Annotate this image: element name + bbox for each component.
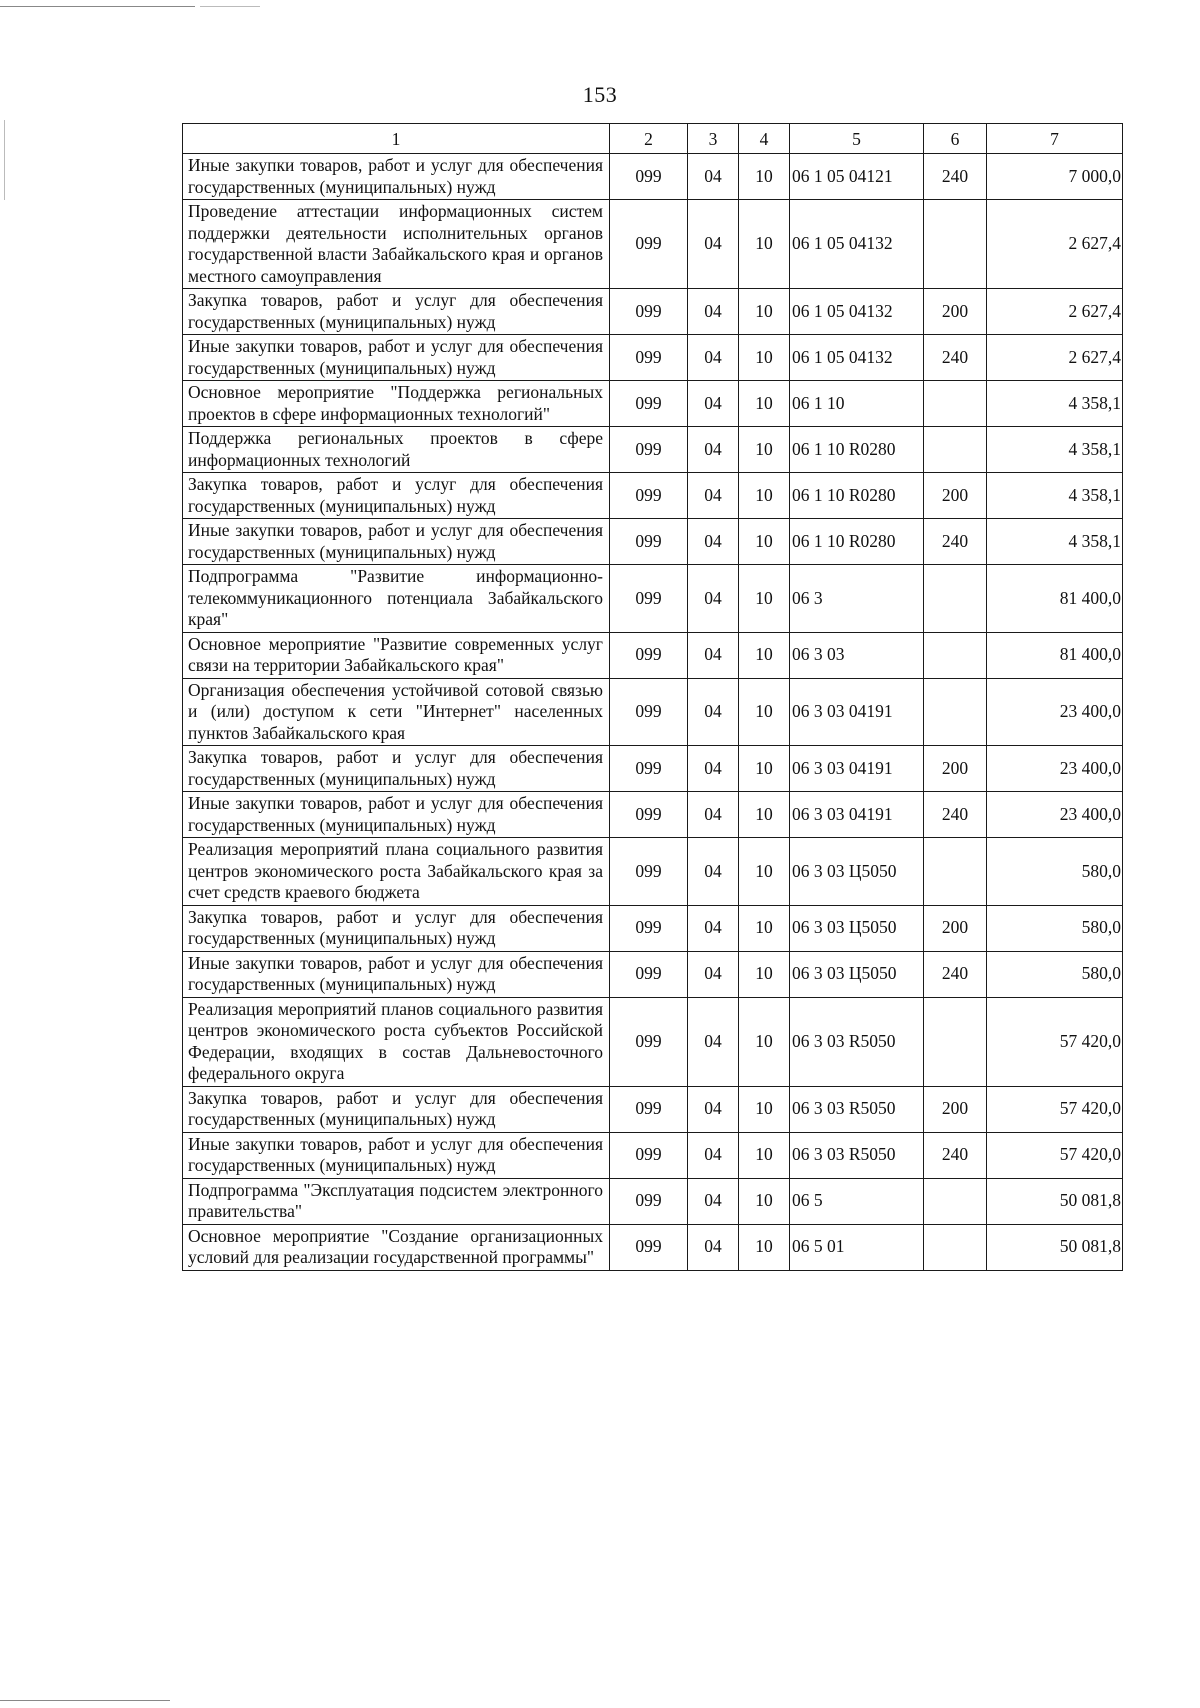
section-cell: 04 [688,905,739,951]
expense-type-cell: 200 [924,289,987,335]
amount-cell: 4 358,1 [987,473,1123,519]
table-row [183,427,1123,473]
admin-code-cell: 099 [610,1086,688,1132]
item-name-cell: Закупка товаров, работ и услуг для обеспечения государственных (муниципальных) нужд [183,289,610,335]
section-cell: 04 [688,632,739,678]
table-row [183,519,1123,565]
admin-code-cell: 099 [610,289,688,335]
subsection-cell: 10 [739,632,790,678]
target-article-cell: 06 3 03 R5050 [790,1086,924,1132]
section-cell: 04 [688,678,739,746]
column-header: 6 [924,124,987,154]
budget-table [182,123,1123,1271]
section-cell: 04 [688,1086,739,1132]
table-row [183,335,1123,381]
subsection-cell: 10 [739,746,790,792]
expense-type-cell [924,565,987,633]
expense-type-cell: 240 [924,1132,987,1178]
target-article-cell: 06 3 03 Ц5050 [790,838,924,906]
table-row [183,905,1123,951]
section-cell: 04 [688,838,739,906]
admin-code-cell: 099 [610,473,688,519]
table-row [183,1086,1123,1132]
subsection-cell: 10 [739,381,790,427]
amount-cell: 23 400,0 [987,678,1123,746]
subsection-cell: 10 [739,1178,790,1224]
column-header: 3 [688,124,739,154]
item-name-cell: Иные закупки товаров, работ и услуг для обеспечения государственных (муниципальных) нужд [183,951,610,997]
item-name-cell: Иные закупки товаров, работ и услуг для обеспечения государственных (муниципальных) нужд [183,792,610,838]
section-cell: 04 [688,1132,739,1178]
expense-type-cell: 240 [924,154,987,200]
amount-cell: 4 358,1 [987,381,1123,427]
target-article-cell: 06 3 03 R5050 [790,1132,924,1178]
subsection-cell: 10 [739,519,790,565]
target-article-cell: 06 1 10 R0280 [790,427,924,473]
section-cell: 04 [688,746,739,792]
table-row [183,1178,1123,1224]
expense-type-cell: 240 [924,335,987,381]
scan-line-top [0,6,195,7]
expense-type-cell [924,381,987,427]
admin-code-cell: 099 [610,746,688,792]
expense-type-cell: 200 [924,473,987,519]
admin-code-cell: 099 [610,905,688,951]
target-article-cell: 06 1 10 R0280 [790,519,924,565]
target-article-cell: 06 3 03 04191 [790,792,924,838]
column-header: 5 [790,124,924,154]
amount-cell: 4 358,1 [987,519,1123,565]
subsection-cell: 10 [739,1132,790,1178]
admin-code-cell: 099 [610,154,688,200]
item-name-cell: Закупка товаров, работ и услуг для обеспечения государственных (муниципальных) нужд [183,905,610,951]
scan-line-top-dashes [200,6,260,7]
admin-code-cell: 099 [610,1132,688,1178]
table-row [183,632,1123,678]
admin-code-cell: 099 [610,565,688,633]
amount-cell: 2 627,4 [987,200,1123,289]
target-article-cell: 06 3 03 [790,632,924,678]
subsection-cell: 10 [739,1086,790,1132]
expense-type-cell: 240 [924,951,987,997]
amount-cell: 7 000,0 [987,154,1123,200]
subsection-cell: 10 [739,335,790,381]
section-cell: 04 [688,200,739,289]
table-row [183,997,1123,1086]
amount-cell: 4 358,1 [987,427,1123,473]
column-header: 2 [610,124,688,154]
section-cell: 04 [688,154,739,200]
amount-cell: 50 081,8 [987,1178,1123,1224]
admin-code-cell: 099 [610,381,688,427]
admin-code-cell: 099 [610,632,688,678]
table-row [183,746,1123,792]
amount-cell: 2 627,4 [987,289,1123,335]
amount-cell: 81 400,0 [987,565,1123,633]
admin-code-cell: 099 [610,1224,688,1270]
amount-cell: 23 400,0 [987,792,1123,838]
target-article-cell: 06 1 10 [790,381,924,427]
table-row [183,838,1123,906]
table-row [183,200,1123,289]
subsection-cell: 10 [739,427,790,473]
page-number: 153 [582,82,618,107]
table-row [183,678,1123,746]
subsection-cell: 10 [739,997,790,1086]
target-article-cell: 06 1 05 04132 [790,200,924,289]
expense-type-cell [924,838,987,906]
scan-line-bottom [0,1700,170,1701]
admin-code-cell: 099 [610,678,688,746]
table-header-row [183,124,1123,154]
table-row [183,381,1123,427]
expense-type-cell [924,1178,987,1224]
item-name-cell: Иные закупки товаров, работ и услуг для обеспечения государственных (муниципальных) нужд [183,1132,610,1178]
section-cell: 04 [688,951,739,997]
column-header: 1 [183,124,610,154]
item-name-cell: Иные закупки товаров, работ и услуг для обеспечения государственных (муниципальных) нужд [183,154,610,200]
amount-cell: 50 081,8 [987,1224,1123,1270]
expense-type-cell [924,678,987,746]
item-name-cell: Подпрограмма "Эксплуатация подсистем электронного правительства" [183,1178,610,1224]
item-name-cell: Закупка товаров, работ и услуг для обеспечения государственных (муниципальных) нужд [183,1086,610,1132]
subsection-cell: 10 [739,565,790,633]
section-cell: 04 [688,473,739,519]
admin-code-cell: 099 [610,997,688,1086]
target-article-cell: 06 1 05 04132 [790,335,924,381]
expense-type-cell: 240 [924,519,987,565]
section-cell: 04 [688,519,739,565]
section-cell: 04 [688,427,739,473]
admin-code-cell: 099 [610,519,688,565]
expense-type-cell [924,632,987,678]
section-cell: 04 [688,381,739,427]
amount-cell: 57 420,0 [987,1132,1123,1178]
section-cell: 04 [688,289,739,335]
item-name-cell: Основное мероприятие "Развитие современных услуг связи на территории Забайкальского края" [183,632,610,678]
subsection-cell: 10 [739,154,790,200]
item-name-cell: Подпрограмма "Развитие информационно-телекоммуникационного потенциала Забайкальского края" [183,565,610,633]
table-body [183,154,1123,1271]
item-name-cell: Закупка товаров, работ и услуг для обеспечения государственных (муниципальных) нужд [183,473,610,519]
amount-cell: 580,0 [987,838,1123,906]
target-article-cell: 06 3 03 Ц5050 [790,951,924,997]
target-article-cell: 06 1 05 04121 [790,154,924,200]
table-row [183,289,1123,335]
target-article-cell: 06 3 03 Ц5050 [790,905,924,951]
section-cell: 04 [688,1178,739,1224]
target-article-cell: 06 3 [790,565,924,633]
target-article-cell: 06 3 03 R5050 [790,997,924,1086]
item-name-cell: Иные закупки товаров, работ и услуг для обеспечения государственных (муниципальных) нужд [183,519,610,565]
admin-code-cell: 099 [610,838,688,906]
expense-type-cell [924,200,987,289]
table-row [183,473,1123,519]
item-name-cell: Поддержка региональных проектов в сфере информационных технологий [183,427,610,473]
target-article-cell: 06 3 03 04191 [790,678,924,746]
amount-cell: 57 420,0 [987,1086,1123,1132]
amount-cell: 580,0 [987,951,1123,997]
table-row [183,565,1123,633]
item-name-cell: Организация обеспечения устойчивой сотовой связью и (или) доступом к сети "Интернет" населенных пунктов Забайкальского края [183,678,610,746]
item-name-cell: Основное мероприятие "Создание организационных условий для реализации государственной программы" [183,1224,610,1270]
section-cell: 04 [688,1224,739,1270]
item-name-cell: Реализация мероприятий планов социального развития центров экономического роста субъектов Российской Федерации, входящих в состав Дальневосточного федерального округа [183,997,610,1086]
expense-type-cell: 240 [924,792,987,838]
target-article-cell: 06 1 10 R0280 [790,473,924,519]
target-article-cell: 06 1 05 04132 [790,289,924,335]
expense-type-cell: 200 [924,746,987,792]
table-row [183,951,1123,997]
section-cell: 04 [688,997,739,1086]
subsection-cell: 10 [739,951,790,997]
subsection-cell: 10 [739,289,790,335]
admin-code-cell: 099 [610,792,688,838]
item-name-cell: Проведение аттестации информационных систем поддержки деятельности исполнительных органов государственной власти Забайкальского края и органов местного самоуправления [183,200,610,289]
item-name-cell: Закупка товаров, работ и услуг для обеспечения государственных (муниципальных) нужд [183,746,610,792]
subsection-cell: 10 [739,473,790,519]
item-name-cell: Иные закупки товаров, работ и услуг для обеспечения государственных (муниципальных) нужд [183,335,610,381]
subsection-cell: 10 [739,792,790,838]
table-row [183,1224,1123,1270]
scan-line-left [4,120,5,200]
amount-cell: 81 400,0 [987,632,1123,678]
table-row [183,154,1123,200]
section-cell: 04 [688,792,739,838]
target-article-cell: 06 5 [790,1178,924,1224]
section-cell: 04 [688,335,739,381]
target-article-cell: 06 5 01 [790,1224,924,1270]
section-cell: 04 [688,565,739,633]
subsection-cell: 10 [739,200,790,289]
column-header: 7 [987,124,1123,154]
item-name-cell: Основное мероприятие "Поддержка региональных проектов в сфере информационных технологий" [183,381,610,427]
amount-cell: 57 420,0 [987,997,1123,1086]
table-row [183,792,1123,838]
table-row [183,1132,1123,1178]
admin-code-cell: 099 [610,427,688,473]
admin-code-cell: 099 [610,951,688,997]
subsection-cell: 10 [739,1224,790,1270]
amount-cell: 2 627,4 [987,335,1123,381]
expense-type-cell [924,1224,987,1270]
subsection-cell: 10 [739,838,790,906]
column-header: 4 [739,124,790,154]
admin-code-cell: 099 [610,200,688,289]
subsection-cell: 10 [739,678,790,746]
expense-type-cell [924,427,987,473]
amount-cell: 580,0 [987,905,1123,951]
admin-code-cell: 099 [610,335,688,381]
expense-type-cell [924,997,987,1086]
admin-code-cell: 099 [610,1178,688,1224]
expense-type-cell: 200 [924,905,987,951]
amount-cell: 23 400,0 [987,746,1123,792]
expense-type-cell: 200 [924,1086,987,1132]
subsection-cell: 10 [739,905,790,951]
item-name-cell: Реализация мероприятий плана социального развития центров экономического роста Забайкальского края за счет средств краевого бюджета [183,838,610,906]
target-article-cell: 06 3 03 04191 [790,746,924,792]
